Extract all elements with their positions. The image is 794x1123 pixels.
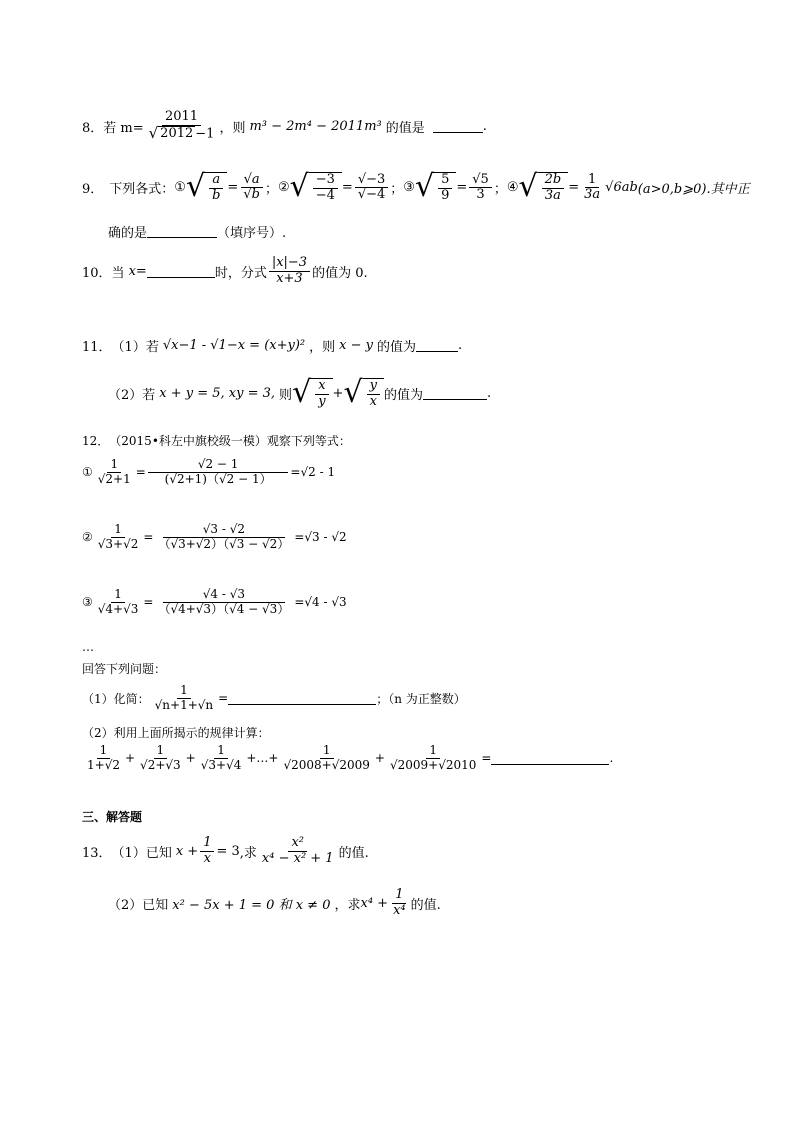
question-13-2: （2）已知 x² − 5x + 1 = 0 和 x ≠ 0 ，求 x⁴ + $\frac{1}{\text{x⁴}}$ 的值. [108,887,441,918]
prompt: 回答下列问题： [82,662,167,676]
question-11-1: 11． （1）若 √x−1 - √1−x = (x+y)² ，则 x − y 的值为 . [82,338,463,355]
answer-blank[interactable] [433,120,483,133]
question-9-line2: 确的是 （填序号）. [108,226,287,241]
question-10: 10． 当 x = 时，分式 $\frac{|x|-3}{x+3}$ 的值为 0. [82,255,368,286]
equation-1: ① $\frac{1}{√2+1}$ = $\frac{√2 - 1}{(√2+1)(√2 - 1)}$ =√2 - 1 [82,457,336,486]
question-11-2: （2）若 x + y = 5, xy = 3, 则 √ $\frac{x}{y}$ + √ $\frac{y}{x}$ 的值为 . [108,375,492,410]
answer-blank[interactable] [416,339,458,352]
answer-blank[interactable] [491,752,609,765]
answer-blank[interactable] [228,692,376,705]
question-13-1: 13． （1）已知 x + $\frac{1}{x}$ = 3 ,求 $\frac{\text{x²}}{\text{x⁴ − x² + 1}}$ 的值. [82,835,369,866]
sub-question-1: （1）化简： $\frac{1}{√n+1+√n}$ = ；（n 为正整数） [82,683,466,712]
fraction: 2011 √ 2012 −1 [148,109,215,142]
equation-3: ③ $\frac{1}{√4+√3}$ = $\frac{√4 - √3}{(√4+√3)(√4 - √3)}$ =√4 - √3 [82,587,347,616]
question-12-header: 12． （2015•科左中旗校级一模）观察下列等式： [82,434,351,448]
sub-question-2: （2）利用上面所揭示的规律计算： [82,726,270,740]
equation-2: ② $\frac{1}{√3+√2}$ = $\frac{√3 - √2}{(√3+√2)(√3 - √2)}$ =√3 - √2 [82,522,347,551]
answer-blank[interactable] [147,265,215,278]
fraction: $\frac{|x|-3}{x+3}$ [269,256,310,287]
section-heading: 三、解答题 [82,810,143,824]
answer-blank[interactable] [147,225,217,238]
ellipsis: … [82,640,94,654]
series-sum: $\frac{1}{1+√2}$ + $\frac{1}{√2+√3}$ + $\frac{1}{√3+√4}$ +…+ $\frac{1}{√2008+√2009}$ + $\frac{1}{√2009+√2010}$ = . [87,743,614,772]
question-8: 8． 若 m= 2011 √ 2012 −1 ，则 m³ − 2m⁴ − 2011m³ 的值是 . [82,109,487,142]
question-9: 9． 下列各式： ① √ $\frac{a}{b}$ = $\frac{√a}{√b}$ ； ② √ $\frac{-3}{-4}$ = $\frac{√-3}{√-4}$ ； ③ √ $\frac{5}{9}$ = $\frac{√5}{3}$ ； ④ √ $\frac{2b}{3a}$ = $\frac{1}{3a}$ √6ab (a>0,b⩾0).其中正 [82,169,750,204]
answer-blank[interactable] [423,387,487,400]
